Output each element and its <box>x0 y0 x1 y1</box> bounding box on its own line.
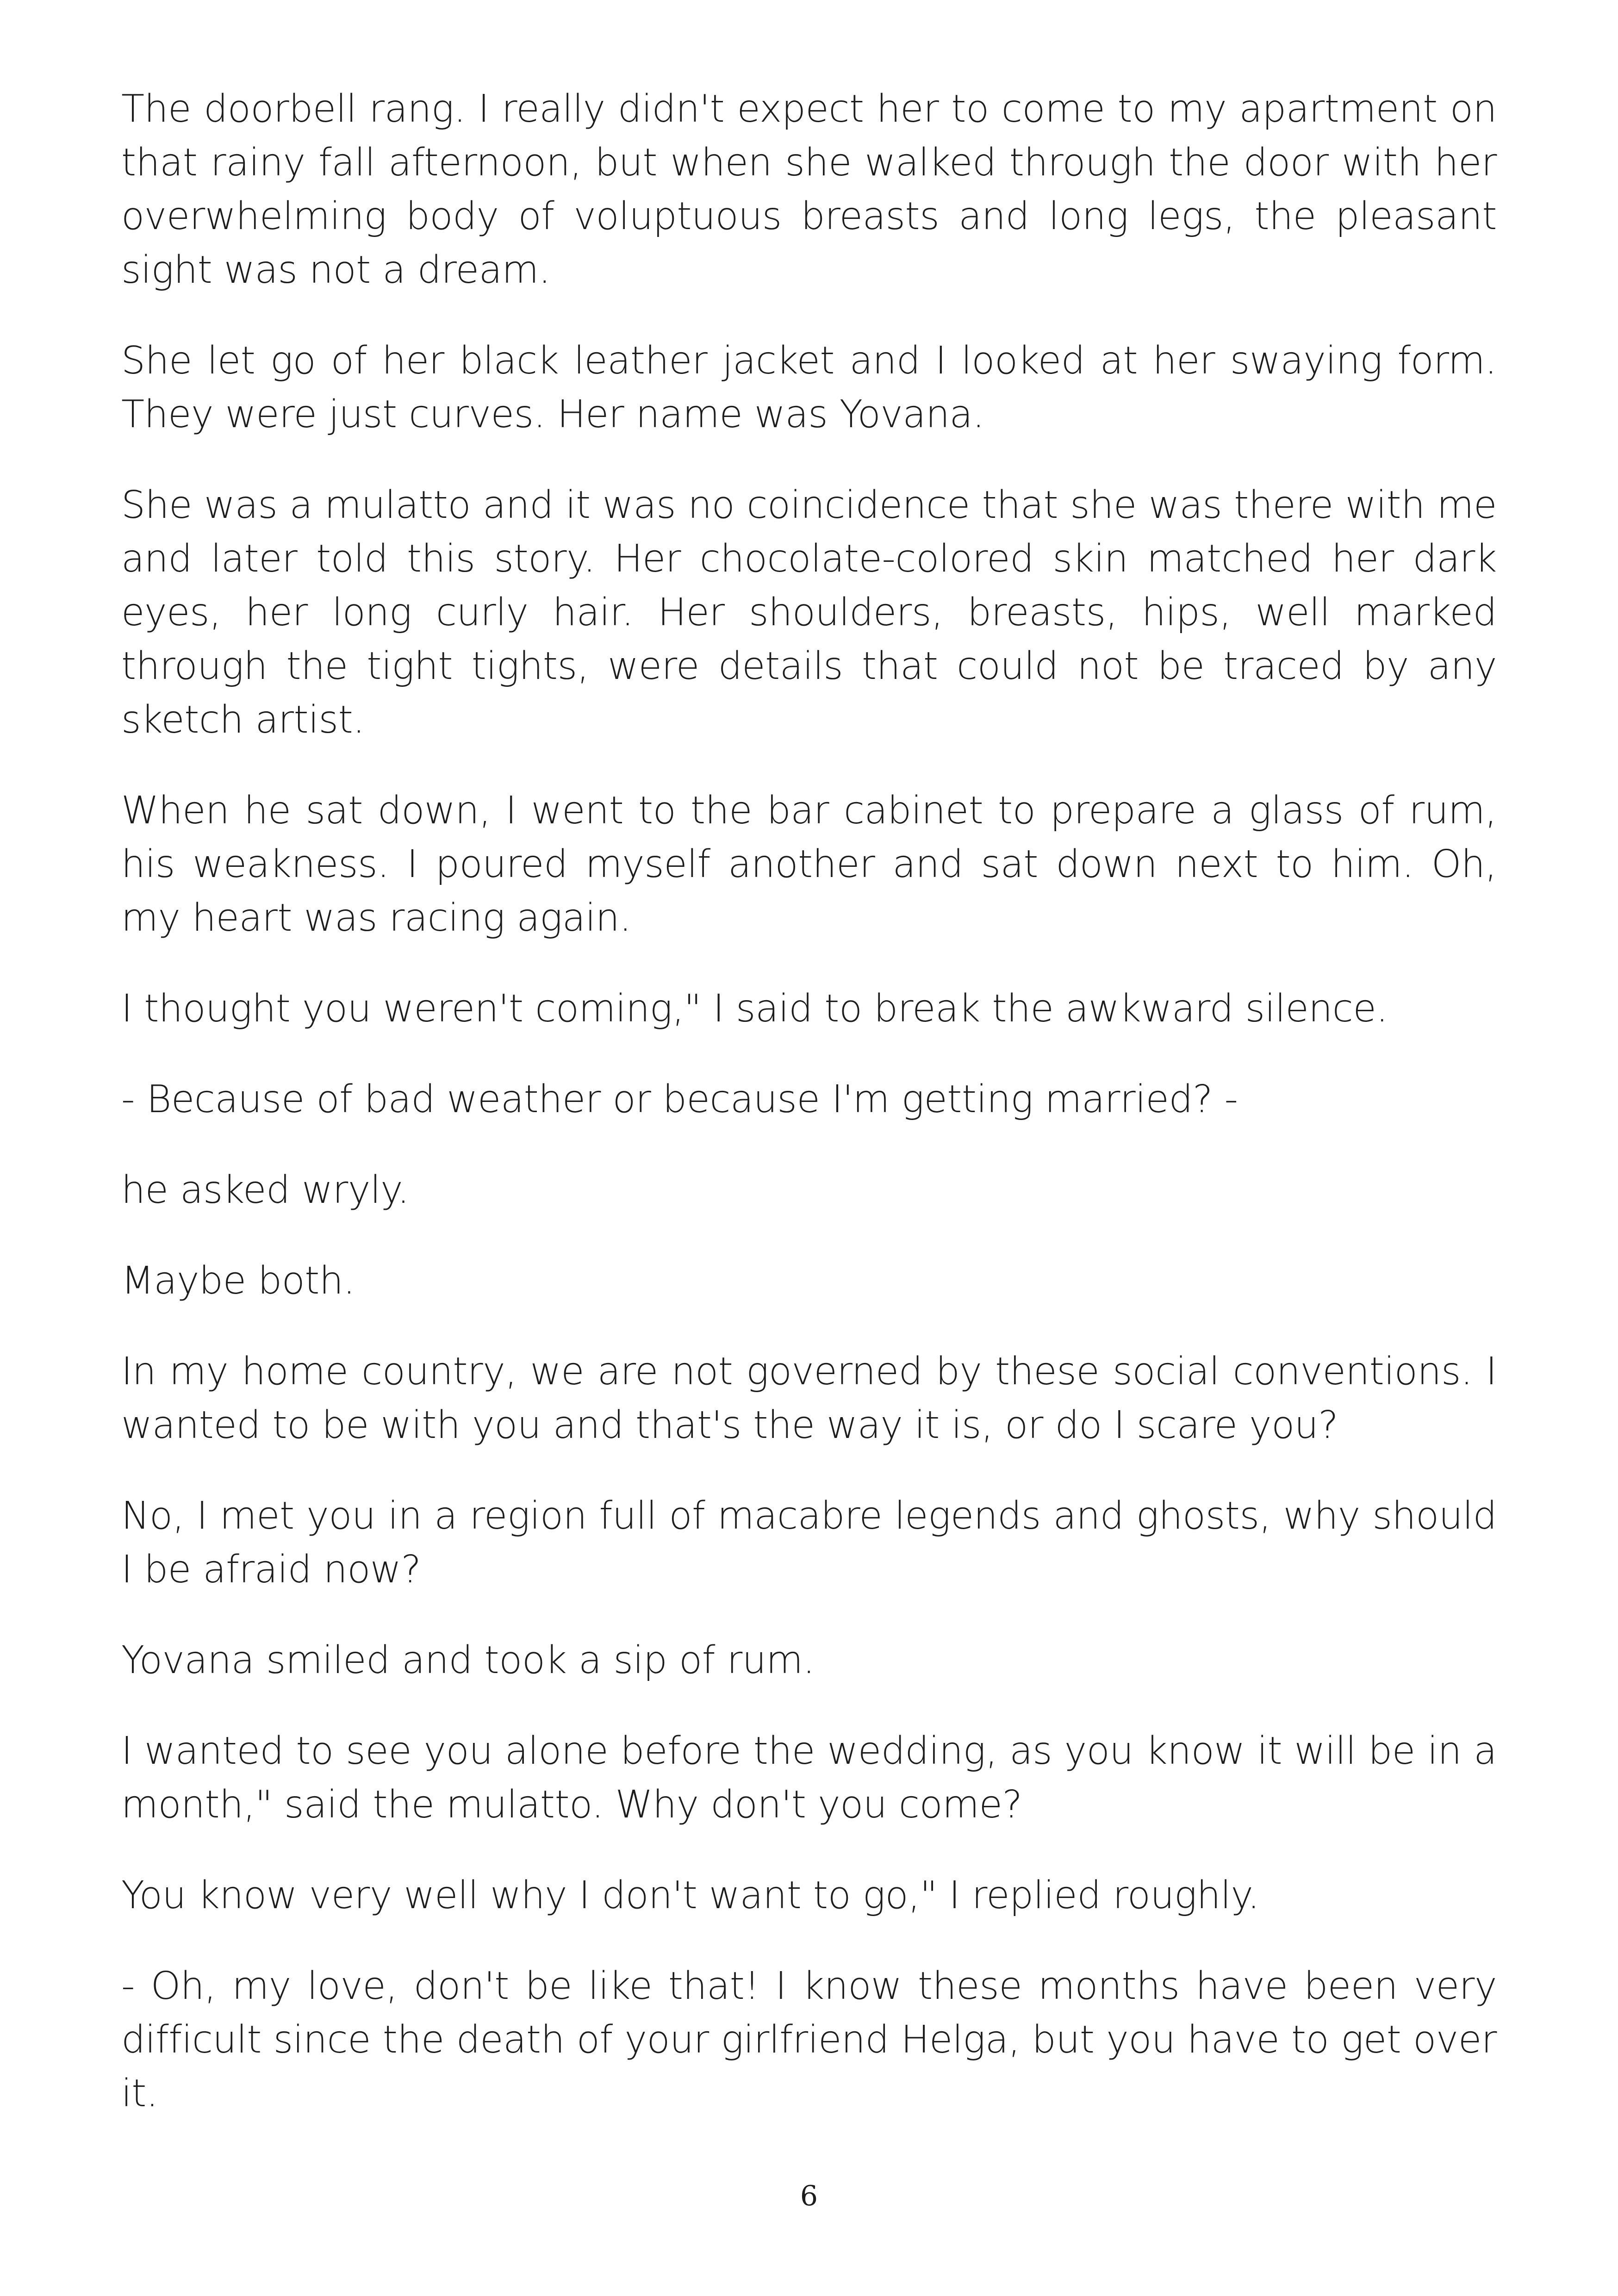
page-number: 6 <box>800 2180 818 2212</box>
paragraph-9: In my home country, we are not governed by these social conventions. I wanted to be with you and that's the way it is, or do I scare you? <box>121 1350 1497 1447</box>
paragraph-10: No, I met you in a region full of macabre legends and ghosts, why should I be afraid now? <box>121 1494 1497 1592</box>
paragraph-7: he asked wryly. <box>121 1168 410 1212</box>
page-body <box>121 82 1497 2158</box>
paragraph-3: She was a mulatto and it was no coincidence that she was there with me and later told this story. Her chocolate-colored skin matched her dark eyes, her long curly hair. Her shoulders, breasts, hips, well marked through the tight tights, were details that could not be traced by any sketch artist. <box>121 483 1497 742</box>
paragraph-12: I wanted to see you alone before the wedding, as you know it will be in a month," said the mulatto. Why don't you come? <box>121 1729 1497 1827</box>
paragraph-1: The doorbell rang. I really didn't expect her to come to my apartment on that rainy fall afternoon, but when she walked through the door with her overwhelming body of voluptuous breasts and long legs, the pleasant sight was not a dream. <box>121 87 1497 292</box>
paragraph-13: You know very well why I don't want to go," I replied roughly. <box>121 1873 1260 1917</box>
paragraph-14: - Oh, my love, don't be like that! I know these months have been very difficult since the death of your girlfriend Helga, but you have to get over it. <box>121 1964 1497 2116</box>
paragraph-11: Yovana smiled and took a sip of rum. <box>121 1638 815 1682</box>
paragraph-4: When he sat down, I went to the bar cabinet to prepare a glass of rum, his weakness. I poured myself another and sat down next to him. Oh, my heart was racing again. <box>121 789 1497 940</box>
paragraph-8: Maybe both. <box>121 1259 355 1303</box>
paragraph-5: I thought you weren't coming," I said to break the awkward silence. <box>121 987 1388 1031</box>
paragraph-6: - Because of bad weather or because I'm getting married? - <box>121 1077 1238 1121</box>
paragraph-2: She let go of her black leather jacket and I looked at her swaying form. They were just curves. Her name was Yovana. <box>121 339 1497 436</box>
